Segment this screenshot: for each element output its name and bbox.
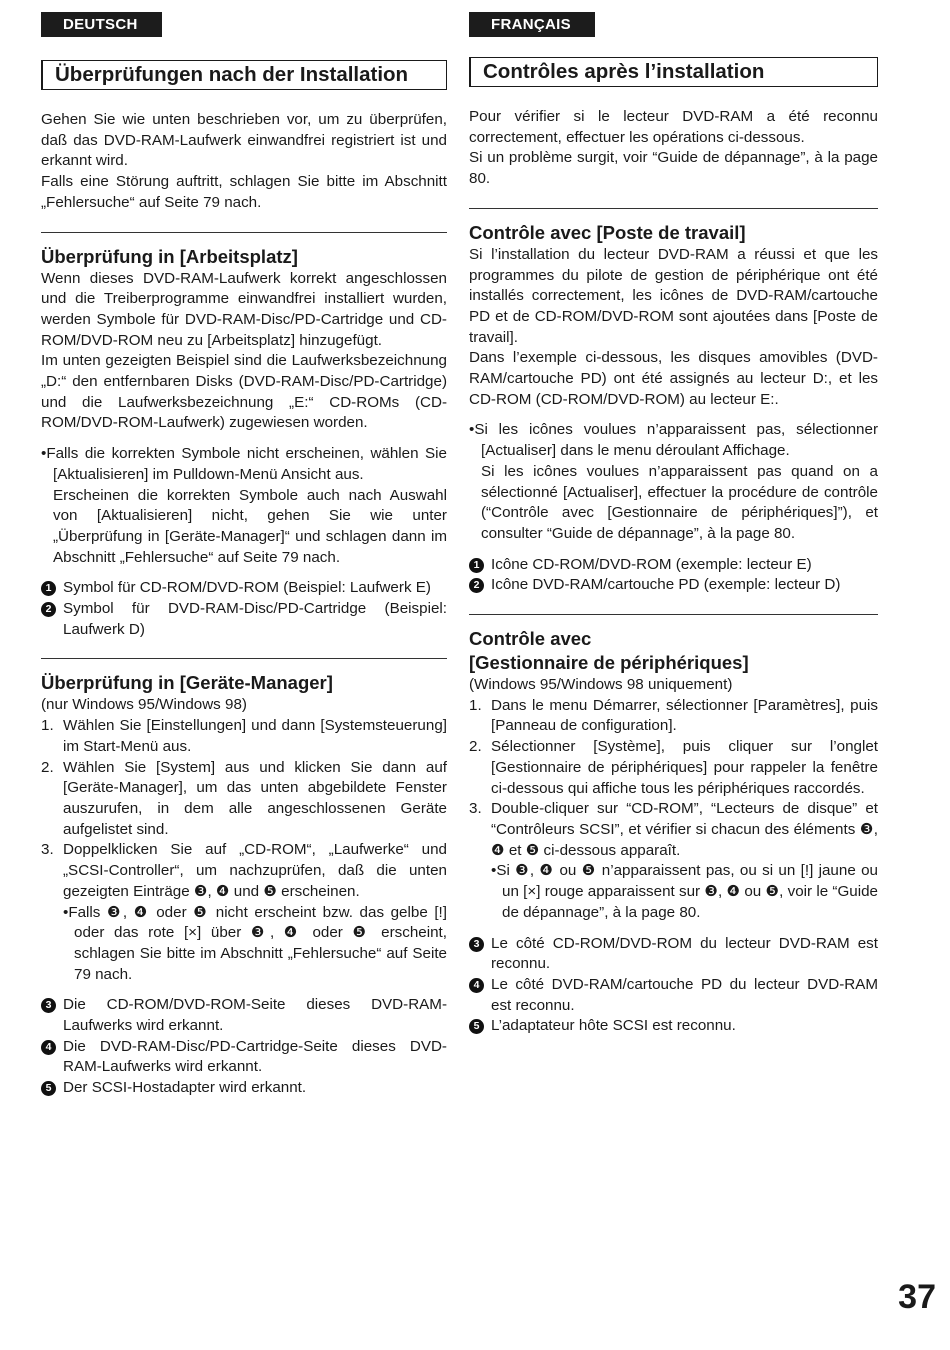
step-item — [41, 840, 447, 985]
section-divider — [41, 658, 447, 659]
callout-item — [41, 1037, 447, 1078]
step-item — [469, 696, 878, 737]
step-number: 2. — [469, 738, 482, 756]
language-tab-francais: FRANÇAIS — [469, 12, 595, 37]
callout-text: Le côté DVD-RAM/cartouche PD du lecteur DVD-RAM est reconnu. — [491, 975, 878, 1014]
callout-number-icon: 1 — [469, 558, 484, 573]
callout-item — [41, 599, 447, 640]
step-text: Wählen Sie [Einstellungen] und dann [Systemsteuerung] im Start-Menü aus. — [63, 717, 447, 755]
intro-paragraph: Falls eine Störung auftritt, schlagen Sie bitte im Abschnitt „Fehlersuche“ auf Seite 79 nach. — [41, 173, 447, 211]
step-text: Double-cliquer sur “CD-ROM”, “Lecteurs de disque” et “Contrôleurs SCSI”, et vérifier si chacun des éléments ❸, ❹ et ❺ ci-dessous apparaît. — [491, 800, 878, 859]
callout-item — [469, 975, 878, 1016]
step-number: 2. — [41, 758, 54, 776]
callout-number-icon: 5 — [41, 1081, 56, 1096]
callout-text: L’adaptateur hôte SCSI est reconnu. — [491, 1017, 736, 1035]
callout-item — [469, 934, 878, 975]
callout-item — [41, 578, 447, 599]
section-divider — [41, 232, 447, 233]
section-heading: Überprüfung in [Geräte-Manager] — [41, 672, 333, 694]
callout-number-icon: 2 — [41, 602, 56, 617]
step-item — [41, 758, 447, 841]
callout-list — [41, 995, 447, 1099]
section-heading: Überprüfung in [Arbeitsplatz] — [41, 245, 298, 267]
language-tab-deutsch: DEUTSCH — [41, 12, 162, 37]
step-item — [469, 799, 878, 923]
body-paragraph: Si l’installation du lecteur DVD-RAM a réussi et que les programmes du pilote de gestion de périphérique ont été installés correctement, les icônes de DVD-RAM/cartouche PD et de CD-ROM/DVD-ROM sont ajoutées dans [Poste de travail]. — [469, 245, 878, 346]
section-heading: [Gestionnaire de périphériques] — [469, 652, 749, 674]
step-number: 3. — [41, 841, 54, 859]
callout-text: Die CD-ROM/DVD-ROM-Seite dieses DVD-RAM-Laufwerks wird erkannt. — [63, 996, 447, 1035]
step-number: 1. — [41, 717, 54, 735]
page-number: 37 — [898, 1278, 936, 1316]
body-paragraph: Wenn dieses DVD-RAM-Laufwerk korrekt angeschlossen und die Treiberprogramme einwandfrei installiert wurden, werden Symbole für DVD-RAM-Disc/PD-Cartridge und CD-ROM/DVD-ROM neu zu [Arbeitsplatz] hinzugefügt. — [41, 269, 447, 349]
body-paragraph: Dans l’exemple ci-dessous, les disques amovibles (DVD-RAM/cartouche PD) ont été assignés au lecteur D:, et les CD-ROM (CD-ROM/DVD-ROM) au lecteur E:. — [469, 349, 878, 408]
callout-item — [41, 995, 447, 1036]
body-paragraph: Im unten gezeigten Beispiel sind die Laufwerksbezeichnung „D:“ den entfernbaren Disks (DVD-RAM-Disc/PD-Cartridge) und die Laufwerksbezeichnung „E:“ CD-ROMs (CD-ROM/DVD-ROM-Laufwerk) zugewiesen worden. — [41, 352, 447, 432]
callout-item — [469, 555, 878, 576]
bullet-note — [469, 420, 878, 544]
callout-number-icon: 4 — [469, 978, 484, 993]
bullet-note: •Falls ❸, ❹ oder ❺ nicht erscheint bzw. das gelbe [!] oder das rote [×] über ❸, ❹ oder ❺ erscheint, schlagen Sie bitte im Abschnitt „Fehlersuche“ auf Seite 79 nach. — [63, 903, 447, 983]
callout-list — [469, 934, 878, 1038]
bullet-note — [41, 444, 447, 568]
callout-item — [469, 575, 878, 596]
section-heading: Contrôle avec — [469, 628, 592, 650]
step-text: Wählen Sie [System] aus und klicken Sie dann auf [Geräte-Manager], um das unten abgebildete Fenster auszurufen, in dem alle angeschlossenen Geräte aufgelistet sind. — [63, 758, 447, 838]
german-column — [41, 12, 447, 1099]
callout-number-icon: 2 — [469, 578, 484, 593]
callout-text: Le côté CD-ROM/DVD-ROM du lecteur DVD-RAM est reconnu. — [491, 934, 878, 973]
step-number: 3. — [469, 800, 482, 818]
page-title-german: Überprüfungen nach der Installation — [41, 60, 447, 90]
intro-paragraph: Si un problème surgit, voir “Guide de dépannage”, à la page 80. — [469, 149, 878, 188]
callout-number-icon: 5 — [469, 1019, 484, 1034]
steps-list — [41, 716, 447, 985]
callout-text: Die DVD-RAM-Disc/PD-Cartridge-Seite dieses DVD-RAM-Laufwerks wird erkannt. — [63, 1037, 447, 1076]
section-divider — [469, 208, 878, 209]
callout-item — [41, 1078, 447, 1099]
step-item — [469, 737, 878, 799]
callout-item — [469, 1016, 878, 1037]
callout-list — [469, 555, 878, 596]
callout-text: Icône CD-ROM/DVD-ROM (exemple: lecteur E) — [491, 555, 812, 573]
section-subtitle: (Windows 95/Windows 98 uniquement) — [469, 676, 733, 694]
bullet-text: •Falls die korrekten Symbole nicht erscheinen, wählen Sie [Aktualisieren] im Pulldown-Menü Ansicht aus. — [41, 445, 447, 483]
intro-paragraph: Pour vérifier si le lecteur DVD-RAM a été reconnu correctement, effectuer les opérations ci-dessous. — [469, 108, 878, 146]
callout-text: Icône DVD-RAM/cartouche PD (exemple: lecteur D) — [491, 576, 841, 594]
callout-list — [41, 578, 447, 640]
step-text: Doppelklicken Sie auf „CD-ROM“, „Laufwerke“ und „SCSI-Controller“, um nachzuprüfen, daß die unten gezeigten Einträge ❸, ❹ und ❺ erscheinen. — [63, 841, 447, 900]
callout-text: Der SCSI-Hostadapter wird erkannt. — [63, 1079, 307, 1097]
step-text: Dans le menu Démarrer, sélectionner [Paramètres], puis [Panneau de configuration]. — [491, 696, 878, 735]
callout-number-icon: 3 — [41, 998, 56, 1013]
callout-text: Symbol für DVD-RAM-Disc/PD-Cartridge (Beispiel: Laufwerk D) — [63, 600, 447, 638]
section-subtitle: (nur Windows 95/Windows 98) — [41, 696, 247, 714]
callout-number-icon: 4 — [41, 1040, 56, 1055]
bullet-text: •Si les icônes voulues n’apparaissent pas, sélectionner [Actualiser] dans le menu déroulant Affichage. — [469, 421, 878, 460]
callout-number-icon: 1 — [41, 581, 56, 596]
section-heading: Contrôle avec [Poste de travail] — [469, 221, 746, 243]
bullet-text: Si les icônes voulues n’apparaissent pas quand on a sélectionné [Actualiser], effectuer la procédure de contrôle (“Contrôle avec [Gestionnaire de périphériques]”), et consulter “Guide de dépannage”, à la page 80. — [481, 462, 878, 542]
step-text: Sélectionner [Système], puis cliquer sur l’onglet [Gestionnaire de périphériques] pour rappeler la fenêtre ci-dessous qui affiche tous les périphériques raccordés. — [491, 738, 878, 797]
section-divider — [469, 614, 878, 615]
page-title-french: Contrôles après l’installation — [469, 57, 878, 87]
callout-number-icon: 3 — [469, 937, 484, 952]
step-number: 1. — [469, 696, 482, 714]
intro-paragraph: Gehen Sie wie unten beschrieben vor, um zu überprüfen, daß das DVD-RAM-Laufwerk einwandfrei registriert ist und erkannt wird. — [41, 111, 447, 170]
bullet-text: Erscheinen die korrekten Symbole auch nach Auswahl von [Aktualisieren] nicht, gehen Sie wie unter „Überprüfung in [Geräte-Manager]“ und schlagen dann im Abschnitt „Fehlersuche“ auf Seite 79 nach. — [53, 486, 447, 566]
french-column — [469, 12, 878, 1037]
callout-text: Symbol für CD-ROM/DVD-ROM (Beispiel: Laufwerk E) — [63, 579, 431, 597]
step-item — [41, 716, 447, 757]
bullet-note: •Si ❸, ❹ ou ❺ n’apparaissent pas, ou si un [!] jaune ou un [×] rouge apparaissent sur ❸, ❹ ou ❺, voir le “Guide de dépannage”, à la page 80. — [491, 862, 878, 921]
steps-list — [469, 696, 878, 924]
